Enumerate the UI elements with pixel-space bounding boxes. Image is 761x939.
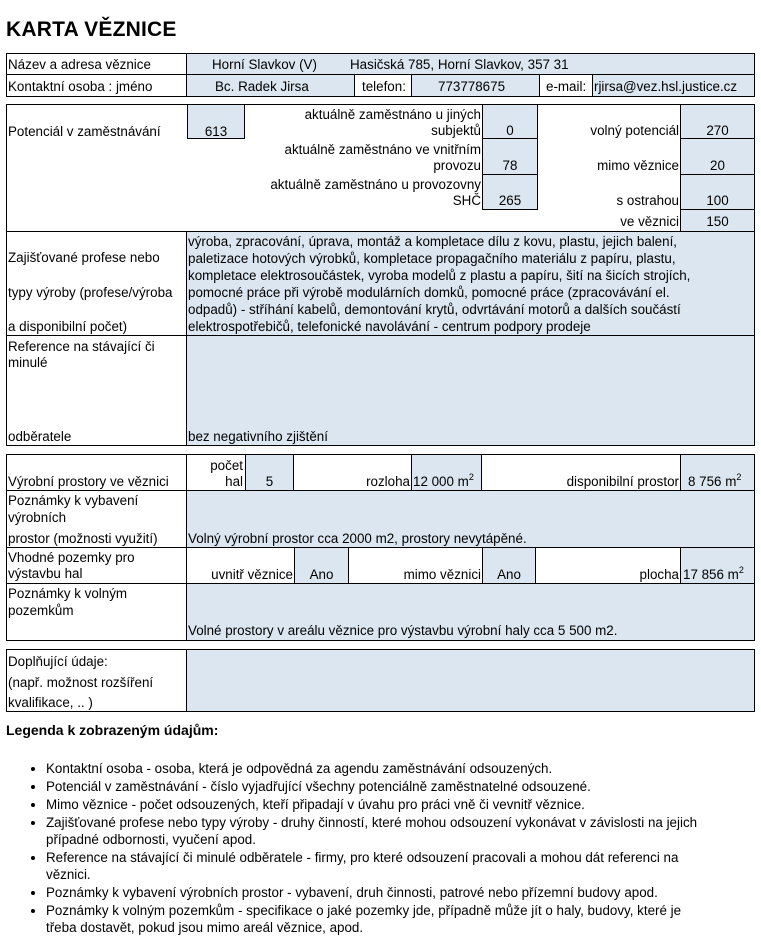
professions-line: odpadů) - stříhání kabelů, demontování krytů, odvrtávání motorů a dalších součástí <box>188 302 681 317</box>
guard-value: 100 <box>706 193 729 208</box>
professions-label-1: Zajišťované profese nebo <box>8 250 160 265</box>
email-label: e-mail: <box>546 79 587 94</box>
shc-label-1: aktuálně zaměstnáno u provozovny <box>270 177 481 192</box>
shc-value: 265 <box>498 193 522 208</box>
contact-name: Bc. Radek Jirsa <box>215 79 309 94</box>
legend-item: • Reference na stávající či minulé odběratele - firmy, pro které odsouzení pracovali a mohou dát referenci na věznici. <box>46 849 761 883</box>
outside-label: mimo věznice <box>597 158 679 173</box>
area-value: 12 000 $m^2$ <box>413 471 474 489</box>
references-value: bez negativního zjištění <box>188 429 328 444</box>
references-label-2: minulé <box>8 355 48 370</box>
land-notes-label-2: pozemkům <box>8 603 74 618</box>
professions-line: elektrospotřebičů, telefonické navolávání - centrum podpory prodeje <box>188 319 591 334</box>
legend-item: • Poznámky k vybavení výrobních prostor - vybavení, druh činnosti, patrové nebo přízemní budovy apod. <box>46 884 761 901</box>
equipment-notes-label-3: prostor (možnosti využití) <box>8 531 158 546</box>
land-area-label: plocha <box>639 567 679 582</box>
hall-count-label-1: počet <box>210 458 243 473</box>
legend-item: • Mimo věznice - počet odsouzených, kteří připadají v úvahu pro práci vně či vevnitř věznice. <box>46 796 761 813</box>
area-label: rozloha <box>366 474 410 489</box>
hall-count-value: 5 <box>265 474 274 489</box>
inside-value: 150 <box>706 214 729 229</box>
professions-label-3: a disponibilní počet) <box>8 319 128 334</box>
equipment-notes-label-2: výrobních <box>8 510 67 525</box>
other-subjects-label-2: subjektů <box>431 123 481 138</box>
free-potential-label: volný potenciál <box>590 123 679 138</box>
guard-label: s ostrahou <box>616 193 679 208</box>
professions-line: výroba, zpracování, úprava, montáž a kompletace dílu z kovu, plastu, jejich balení, <box>188 234 678 249</box>
available-space-label: disponibilní prostor <box>566 474 679 489</box>
page-title: KARTA VĚZNICE <box>6 18 177 41</box>
references-label-3: odběratele <box>8 429 72 444</box>
additional-label-3: kvalifikace, .. ) <box>8 695 93 710</box>
references-label-1: Reference na stávající či <box>8 339 155 354</box>
prison-name: Horní Slavkov (V) <box>212 57 317 72</box>
available-space-value: 8 756 $m^2$ <box>688 471 742 489</box>
legend-item: • Kontaktní osoba - osoba, která je odpovědná za agendu zaměstnávání odsouzených. <box>46 760 761 777</box>
production-label: Výrobní prostory ve věznici <box>8 474 169 489</box>
professions-line: kompletace elektrosoučástek, vyroba modelů z plastu a papíru, šití na šicích strojích, <box>188 268 691 283</box>
inside-label: ve věznici <box>620 214 679 229</box>
internal-value: 78 <box>502 158 518 173</box>
name-label: Název a adresa věznice <box>8 57 151 72</box>
legend-title: Legenda k zobrazeným údajům: <box>6 722 219 738</box>
land-outside-value: Ano <box>497 567 521 582</box>
shc-label-2: SHČ <box>452 193 481 208</box>
land-notes-value: Volné prostory v areálu věznice pro výstavbu výrobní haly cca 5 500 m2. <box>188 623 618 638</box>
additional-label-2: (např. možnost rozšíření <box>8 675 154 690</box>
land-label-2: výstavbu hal <box>8 566 83 581</box>
legend-list <box>28 760 761 937</box>
professions-line: pomocné práce při výrobě modulárních domků, pomocné práce (zpracovávání el. <box>188 285 670 300</box>
equipment-notes-value: Volný výrobní prostor cca 2000 m2, prostory nevytápěné. <box>188 531 527 546</box>
internal-label-2: provozu <box>433 158 481 173</box>
other-subjects-label-1: aktuálně zaměstnáno u jiných <box>304 107 481 122</box>
land-outside-label: mimo věznici <box>403 567 481 582</box>
email-value[interactable]: rjirsa@vez.hsl.justice.cz <box>594 79 738 94</box>
land-inside-label: uvnitř věznice <box>211 567 293 582</box>
land-label-1: Vhodné pozemky pro <box>8 550 135 565</box>
outside-value: 20 <box>710 158 725 173</box>
other-subjects-value: 0 <box>506 123 514 138</box>
additional-label-1: Doplňující údaje: <box>8 654 108 669</box>
hall-count-label-2: hal <box>225 474 243 489</box>
phone-value: 773778675 <box>438 79 506 94</box>
professions-line: paletizace hotových výrobků, kompletace propagačního materiálu z papíru, plastu, <box>188 251 676 266</box>
potential-label: Potenciál v zaměstnávání <box>8 124 161 139</box>
prison-address: Hasičská 785, Horní Slavkov, 357 31 <box>350 57 569 72</box>
equipment-notes-label-1: Poznámky k vybavení <box>8 493 139 508</box>
free-potential-value: 270 <box>706 123 729 138</box>
land-notes-label-1: Poznámky k volným <box>8 586 128 601</box>
internal-label-1: aktuálně zaměstnáno ve vnitřním <box>284 142 481 157</box>
legend-item: • Poznámky k volným pozemkům - specifikace o jaké pozemky jde, případně může jít o haly, budovy, které je třeba dostavět, pokud jsou mimo areál věznice, apod. <box>46 902 761 936</box>
contact-label: Kontaktní osoba : jméno <box>8 79 153 94</box>
land-area-value: 17 856 $m^2$ <box>683 564 744 582</box>
phone-label: telefon: <box>362 79 406 94</box>
professions-label-2: typy výroby (profese/výroba <box>8 285 173 300</box>
legend-item: • Zajišťované profese nebo typy výroby - druhy činností, které mohou odsouzení vykonávat v závislosti na jejich případné odbornosti, vyučení apod. <box>46 814 761 848</box>
legend-item: • Potenciál v zaměstnávání - číslo vyjadřující všechny potenciálně zaměstnatelné odsouzené. <box>46 778 761 795</box>
potential-value: 613 <box>204 124 228 139</box>
land-inside-value: Ano <box>309 567 334 582</box>
